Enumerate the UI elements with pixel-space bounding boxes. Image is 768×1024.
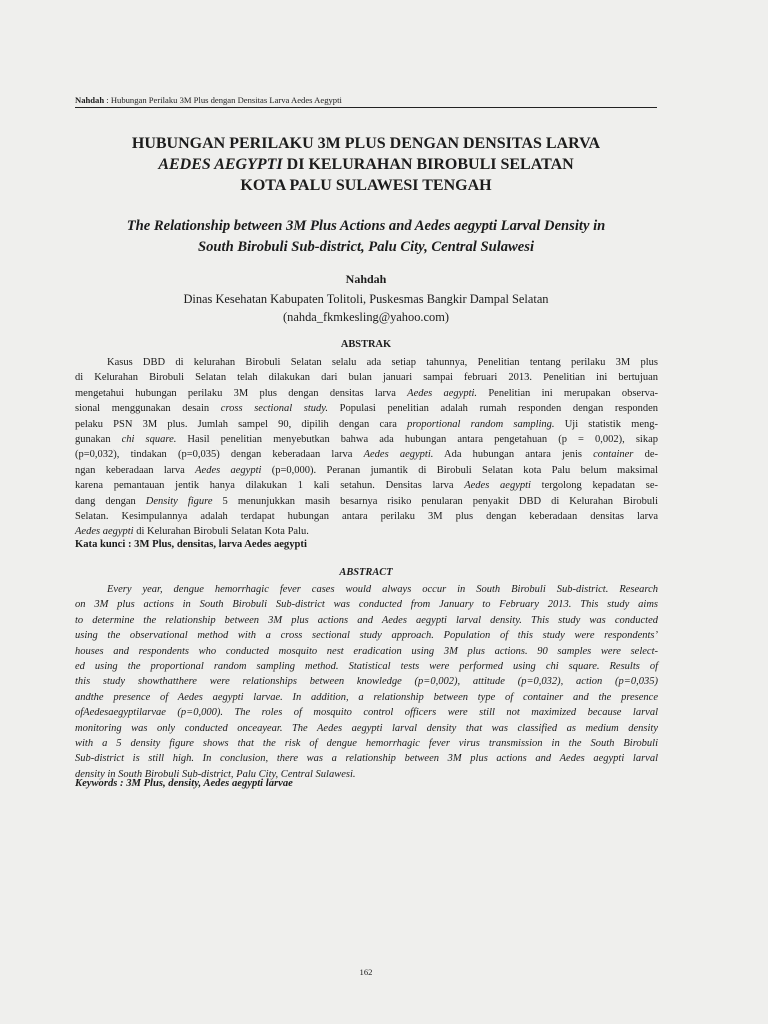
english-title-line-1: The Relationship between 3M Plus Actions and Aedes aegypti Larval Density in <box>126 218 606 234</box>
abstrak-keywords: Kata kunci : 3M Plus, densitas, larva Aedes aegypti <box>75 539 307 550</box>
article-title <box>60 133 672 196</box>
text-segment: dang dengan <box>75 495 146 507</box>
abstrak-line <box>75 447 658 462</box>
text-segment: Selatan. Kesimpulannya adalah terdapat hubungan antara perilaku 3M plus dengan keberadaan densitas larva <box>75 510 658 522</box>
text-segment: 5 menunjukkan masih besarnya risiko penularan penyakit DBD di Kelurahan Birobuli <box>212 495 659 507</box>
abstract-line: ed using the proportional random sampling method. Statistical tests were performed using chi square. Results of <box>75 660 658 672</box>
author-email: (nahda_fkmkesling@yahoo.com) <box>283 310 449 324</box>
abstract-line: monitoring was only conducted onceayear. The Aedes aegypti larval density that was classified as medium density <box>75 722 658 734</box>
italic-term: Aedes aegypti. <box>407 387 478 399</box>
abstract-line: density in South Birobuli Sub-district, Palu City, Central Sulawesi. <box>75 768 356 780</box>
abstrak-line <box>75 478 658 493</box>
abstrak-line <box>75 432 658 447</box>
text-segment: de- <box>633 449 658 461</box>
italic-term: proportional random sampling. <box>407 418 555 430</box>
abstract-line: Sub-district is still high. In conclusion, there was a relationship between 3M plus actions and Aedes aegypti larval <box>75 753 658 765</box>
text-segment: di Kelurahan Birobuli Selatan Kota Palu. <box>133 526 309 538</box>
header-rule <box>75 107 657 108</box>
english-title-line-2: South Birobuli Sub-district, Palu City, Central Sulawesi <box>197 239 535 255</box>
abstrak-line <box>75 401 658 416</box>
text-segment: ngan keberadaan larva <box>75 464 196 476</box>
abstrak-heading: ABSTRAK <box>340 339 392 350</box>
text-segment: pelaku PSN 3M plus. Jumlah sampel 90, dipilih dengan cara <box>75 418 408 430</box>
text-segment: Penelitian ini merupakan observa- <box>477 387 658 399</box>
text-segment: mengetahui hubungan perilaku 3M plus dengan densitas larva <box>75 387 408 399</box>
text-segment: Hasil penelitian menyebutkan bahwa ada hubungan antara pengetahuan (p = 0,002), sikap <box>176 433 658 445</box>
italic-term: cross sectional study. <box>220 403 328 415</box>
abstract-line: ofAedesaegyptilarvae (p=0,000). The roles of mosquito control officers were still not maximized because larval <box>75 707 658 719</box>
text-segment: Kasus DBD di kelurahan Birobuli Selatan selalu ada setiap tahunnya, Penelitian tentang perilaku 3M plus <box>107 357 658 368</box>
abstrak-line <box>75 509 658 524</box>
text-segment: gunakan <box>75 433 122 445</box>
abstract-heading: ABSTRACT <box>339 567 393 578</box>
english-title <box>50 216 682 258</box>
abstract-body <box>75 582 658 782</box>
page-number: 162 <box>359 967 373 977</box>
running-head-author: Nahdah <box>75 95 105 105</box>
text-segment: karena pemantauan jentik hanya dilakukan 1 kali setahun. Densitas larva <box>75 480 465 492</box>
abstract-line: Every year, dengue hemorrhagic fever cases would always occur in South Birobuli Sub-district. Research <box>107 584 658 595</box>
author-name: Nahdah <box>345 272 387 286</box>
text-segment: di Kelurahan Birobuli Selatan telah dilakukan dari bulan januari sampai februari 2013. Penelitian ini bertujuan <box>75 372 658 384</box>
abstract-keywords: Keywords : 3M Plus, density, Aedes aegypti larvae <box>75 778 293 789</box>
abstract-line: houses and respondents who conducted mosquito nest eradication using 3M plus actions. 90 samples were select- <box>75 645 658 657</box>
italic-term: Aedes aegypti <box>464 480 531 492</box>
italic-term: Aedes aegypti <box>195 464 262 476</box>
title-line-1: HUBUNGAN PERILAKU 3M PLUS DENGAN DENSITAS LARVA <box>131 135 601 152</box>
running-head <box>75 94 657 106</box>
affiliation-institution: Dinas Kesehatan Kabupaten Tolitoli, Puskesmas Bangkir Dampal Selatan <box>183 292 549 306</box>
italic-term: Aedes aegypti <box>75 526 134 538</box>
abstract-line: andthe presence of Aedes aegypti larvae. In addition, a relationship between type of container and the presence <box>75 691 658 703</box>
text-segment: (p=0,000). Peranan jumantik di Birobuli Selatan kota Palu belum maksimal <box>261 464 659 476</box>
text-segment: Populasi penelitian adalah rumah responden dengan responden <box>328 403 659 415</box>
abstract-line: using the observational method with a cross sectional study approach. Population of this study were respondents’ <box>75 630 658 642</box>
abstrak-body <box>75 355 658 540</box>
abstrak-line <box>75 370 658 385</box>
title-species: AEDES AEGYPTI <box>158 156 283 173</box>
title-line-2: AEDES AEGYPTI DI KELURAHAN BIROBULI SELATAN <box>158 156 574 173</box>
italic-term: Density figure <box>145 495 213 507</box>
text-segment: Uji statistik meng- <box>554 418 658 430</box>
abstract-line: with a 5 density figure shows that the risk of dengue hemorrhagic fever virus transmission in the South Birobuli <box>75 737 658 749</box>
text-segment: sional menggunakan desain <box>75 403 221 415</box>
text-segment: (p=0,032), tindakan (p=0,035) dengan keberadaan larva <box>75 449 364 461</box>
text-segment: tergolong kepadatan se- <box>530 480 658 492</box>
running-head-text: : Hubungan Perilaku 3M Plus dengan Densitas Larva Aedes Aegypti <box>104 95 342 105</box>
abstrak-line <box>75 417 658 432</box>
abstrak-line <box>75 494 658 509</box>
abstract-line: to determine the relationship between 3M plus actions and Aedes aegypti larval density. This study was conducted <box>75 614 658 626</box>
abstrak-line <box>75 463 658 478</box>
italic-term: chi square. <box>121 433 177 445</box>
text-segment: Ada hubungan antara jenis <box>433 449 594 461</box>
title-line-3: KOTA PALU SULAWESI TENGAH <box>240 177 492 194</box>
author-affiliation <box>60 290 672 326</box>
abstrak-line <box>75 355 658 370</box>
italic-term: container <box>593 449 634 461</box>
abstrak-line <box>75 386 658 401</box>
abstract-line: this study showthatthere were relationships between knowledge (p=0,002), attitude (p=0,032), action (p=0,035) <box>75 676 658 688</box>
abstract-line: on 3M plus actions in South Birobuli Sub-district was conducted from January to February 2013. This study aims <box>75 599 658 611</box>
italic-term: Aedes aegypti. <box>363 449 434 461</box>
